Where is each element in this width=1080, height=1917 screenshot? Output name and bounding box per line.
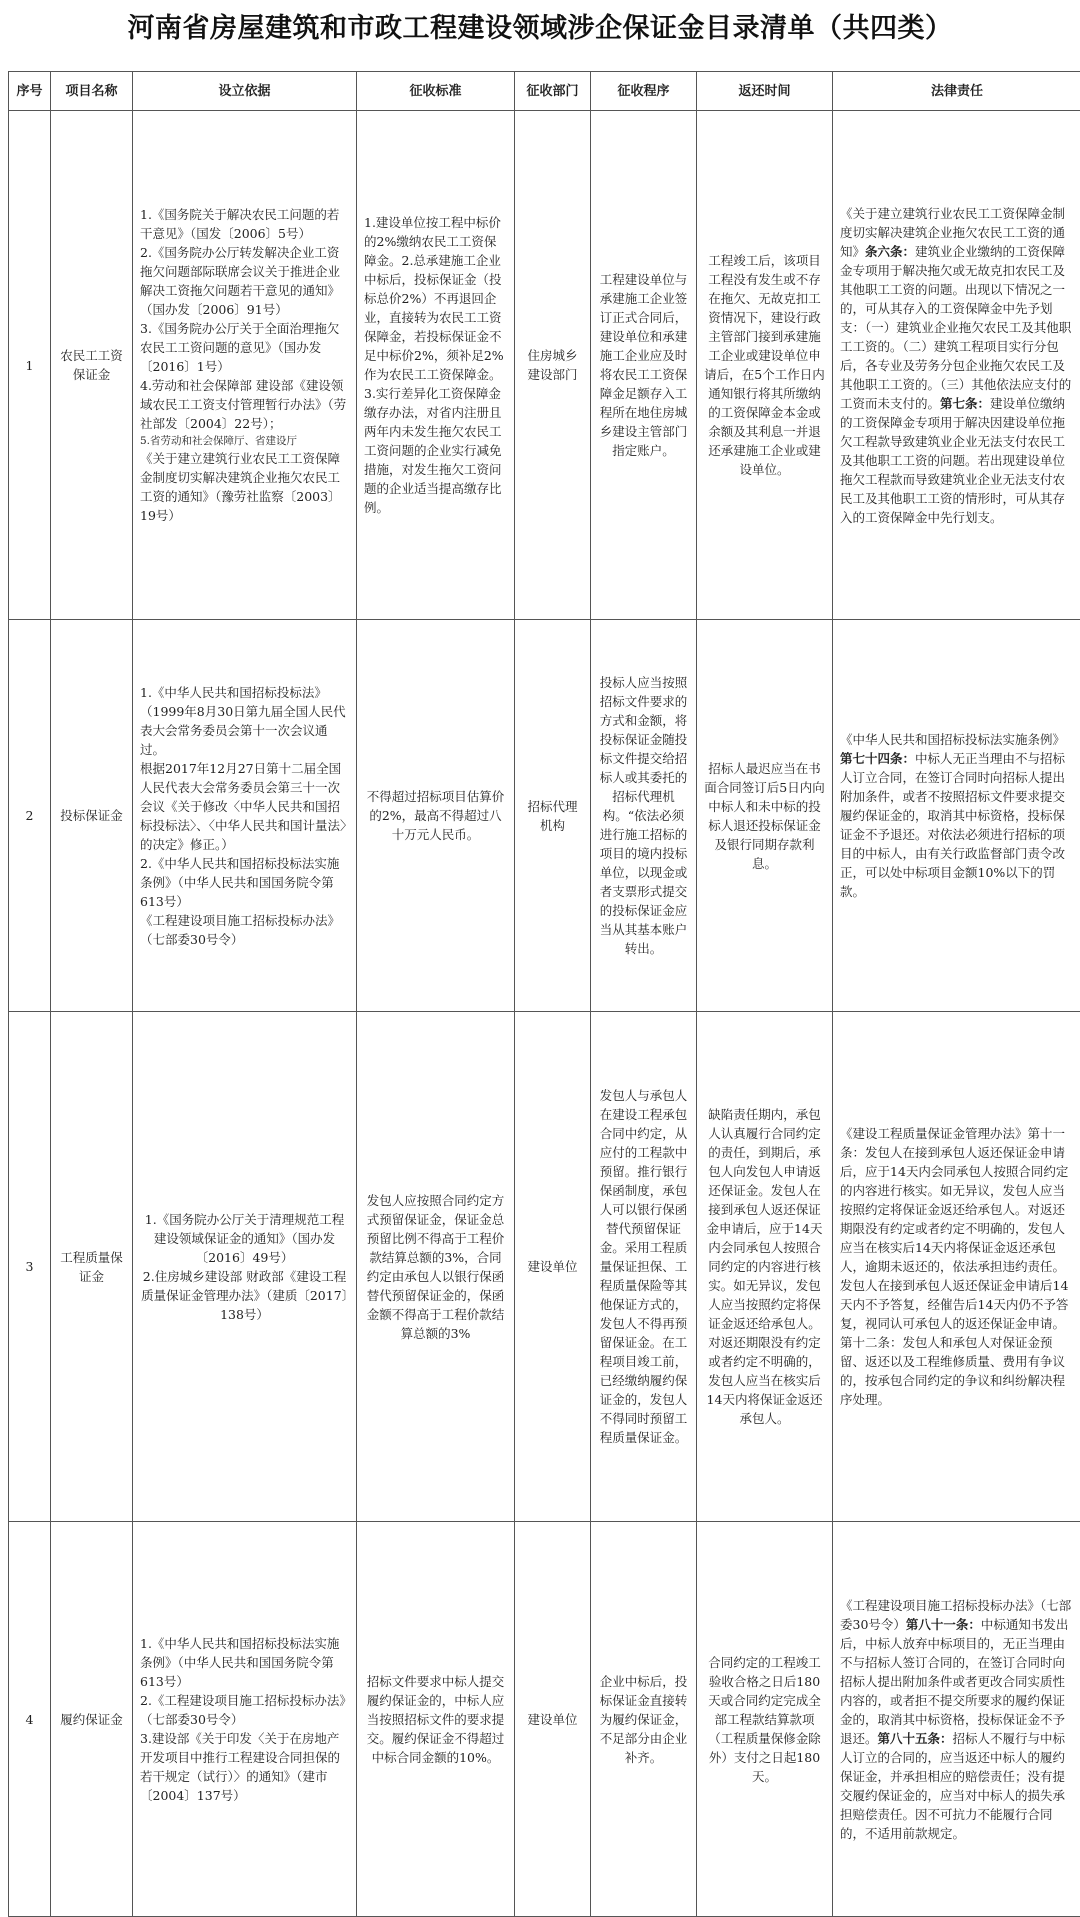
cell-basis: [133, 620, 357, 1012]
table-row: [9, 620, 1080, 1012]
cell-return: 缺陷责任期内，承包人认真履行合同约定的责任，到期后，承包人向发包人申请返还保证金。发包人在接到承包人返还保证金申请后，应于14天内会同承包人按照合同约定的内容进行核实。如无异议，发包人应当按照约定将保证金返还给承包人。对返还期限没有约定或者约定不明确的，发包人应当在核实后14天内将保证金返还承包人。: [697, 1012, 833, 1522]
cell-no: 2: [9, 620, 51, 1012]
cell-name: 工程质量保证金: [51, 1012, 133, 1522]
cell-dept: 住房城乡建设部门: [515, 111, 591, 620]
basis-line: 2.住房城乡建设部 财政部《建设工程质量保证金管理办法》（建质〔2017〕138号）: [141, 1268, 348, 1322]
basis-line: 根据2017年12月27日第十二届全国人民代表大会常务委员会第三十一次会议《关于修改〈中华人民共和国招标投标法〉、〈中华人民共和国计量法〉的决定》修正。）: [140, 760, 347, 852]
basis-line: 2.《工程建设项目施工招标投标办法》（七部委30号令）: [140, 1692, 346, 1727]
cell-standard: 发包人应按照合同约定方式预留保证金，保证金总预留比例不得高于工程价款结算总额的3%，合同约定由承包人以银行保函替代预留保证金的，保函金额不得高于工程价款结算总额的3%: [357, 1012, 515, 1522]
cell-basis: [133, 1012, 357, 1522]
cell-no: 1: [9, 111, 51, 620]
cell-dept: 建设单位: [515, 1012, 591, 1522]
cell-standard: 不得超过招标项目估算价的2%，最高不得超过八十万元人民币。: [357, 620, 515, 1012]
basis-line: 1.《国务院办公厅关于清理规范工程建设领域保证金的通知》（国办发〔2016〕49号）: [144, 1211, 345, 1265]
cell-no: 3: [9, 1012, 51, 1522]
cell-procedure: 投标人应当按照招标文件要求的方式和金额，将投标保证金随投标文件提交给招标人或其委托的招标代理机构。“依法必须进行施工招标的项目的境内投标单位，以现金或者支票形式提交的投标保证金应当从其基本账户转出。: [591, 620, 697, 1012]
header-return: 返还时间: [697, 72, 833, 111]
basis-line: 5.省劳动和社会保障厅、省建设厅: [140, 435, 298, 447]
header-standard: 征收标准: [357, 72, 515, 111]
cell-liability: 《中华人民共和国招标投标法实施条例》第七十四条：中标人无正当理由不与招标人订立合同，在签订合同时向招标人提出附加条件，或者不按照招标文件要求提交履约保证金的，取消其中标资格，投标保证金不予退还。对依法必须进行招标的项目的中标人，由有关行政监督部门责令改正，可以处中标项目金额10%以下的罚款。: [833, 620, 1080, 1012]
cell-return: 招标人最迟应当在书面合同签订后5日内向中标人和未中标的投标人退还投标保证金及银行同期存款利息。: [697, 620, 833, 1012]
table-row: [9, 1012, 1080, 1522]
basis-line: 4.劳动和社会保障部 建设部《建设领域农民工工资支付管理暂行办法》（劳社部发〔2004〕22号）；: [140, 378, 347, 431]
cell-liability: 《建设工程质量保证金管理办法》第十一条：发包人在接到承包人返还保证金申请后，应于14天内会同承包人按照合同约定的内容进行核实。如无异议，发包人应当按照约定将保证金返还给承包人。对返还期限没有约定或者约定不明确的，发包人应当在核实后14天内将保证金返还承包人，逾期未返还的，依法承担违约责任。发包人在接到承包人返还保证金申请后14天内不予答复，经催告后14天内仍不予答复，视同认可承包人的返还保证金申请。第十二条：发包人和承包人对保证金预留、返还以及工程维修质量、费用有争议的，按承包合同约定的争议和纠纷解决程序处理。: [833, 1012, 1080, 1522]
cell-return: 工程竣工后，该项目工程没有发生或不存在拖欠、无故克扣工资情况下，建设行政主管部门接到承建施工企业或建设单位申请后，在5个工作日内通知银行将其所缴纳的工资保障金本金或余额及其利息一并退还承建施工企业或建设单位。: [697, 111, 833, 620]
header-procedure: 征收程序: [591, 72, 697, 111]
cell-standard: 招标文件要求中标人提交履约保证金的，中标人应当按照招标文件的要求提交。履约保证金不得超过中标合同金额的10%。: [357, 1522, 515, 1917]
basis-line: 2.《国务院办公厅转发解决企业工资拖欠问题部际联席会议关于推进企业解决工资拖欠问题若干意见的通知》（国办发〔2006〕91号）: [140, 245, 341, 317]
cell-procedure: 企业中标后，投标保证金直接转为履约保证金，不足部分由企业补齐。: [591, 1522, 697, 1917]
cell-name: 农民工工资保证金: [51, 111, 133, 620]
table-row: [9, 1522, 1080, 1917]
cell-procedure: 发包人与承包人在建设工程承包合同中约定，从应付的工程款中预留。推行银行保函制度，承包人可以银行保函替代预留保证金。采用工程质量保证担保、工程质量保险等其他保证方式的，发包人不得再预留保证金。在工程项目竣工前，已经缴纳履约保证金的，发包人不得同时预留工程质量保证金。: [591, 1012, 697, 1522]
table-row: [9, 111, 1080, 620]
header-name: 项目名称: [51, 72, 133, 111]
basis-line: 3.《国务院办公厅关于全面治理拖欠农民工工资问题的意见》（国办发〔2016〕1号）: [140, 321, 340, 374]
cell-no: 4: [9, 1522, 51, 1917]
page-title: 河南省房屋建筑和市政工程建设领域涉企保证金目录清单（共四类）: [127, 13, 953, 44]
cell-basis: [133, 111, 357, 620]
table-header-row: [9, 72, 1080, 111]
basis-line: 3.建设部《关于印发〈关于在房地产开发项目中推行工程建设合同担保的若干规定（试行）〉的通知》（建市〔2004〕137号）: [140, 1730, 341, 1803]
cell-standard: 1.建设单位按工程中标价的2%缴纳农民工工资保障金。2.总承建施工企业中标后，投标保证金（投标总价2%）不再退回企业，直接转为农民工工资保障金，若投标保证金不足中标价2%，须补足2%作为农民工工资保障金。3.实行差异化工资保障金缴存办法，对省内注册且两年内未发生拖欠农民工工资问题的企业实行减免措施，对发生拖欠工资问题的企业适当提高缴存比例。: [357, 111, 515, 620]
basis-line: 1.《国务院关于解决农民工问题的若干意见》（国发〔2006〕5号）: [140, 207, 340, 241]
cell-dept: 建设单位: [515, 1522, 591, 1917]
basis-line: 《工程建设项目施工招标投标办法》（七部委30号令）: [140, 912, 341, 947]
cell-procedure: 工程建设单位与承建施工企业签订正式合同后，建设单位和承建施工企业应及时将农民工工资保障金足额存入工程所在地住房城乡建设主管部门指定账户。: [591, 111, 697, 620]
header-basis: 设立依据: [133, 72, 357, 111]
basis-line: 《关于建立建筑行业农民工工资保障金制度切实解决建筑企业拖欠农民工工资的通知》（豫劳社监察〔2003〕19号）: [140, 451, 341, 523]
cell-return: 合同约定的工程竣工验收合格之日后180天或合同约定完成全部工程款结算款项（工程质量保修金除外）支付之日起180天。: [697, 1522, 833, 1917]
cell-dept: 招标代理机构: [515, 620, 591, 1012]
header-dept: 征收部门: [515, 72, 591, 111]
cell-name: 履约保证金: [51, 1522, 133, 1917]
basis-line: 1.《中华人民共和国招标投标法实施条例》（中华人民共和国国务院令第613号）: [140, 1635, 340, 1689]
header-liability: 法律责任: [833, 72, 1080, 111]
cell-liability: 《工程建设项目施工招标投标办法》（七部委30号令）第八十一条：中标通知书发出后，中标人放弃中标项目的，无正当理由不与招标人签订合同的，在签订合同时向招标人提出附加条件或者更改合同实质性内容的，或者拒不提交所要求的履约保证金的，取消其中标资格，投标保证金不予退还。第八十五条：招标人不履行与中标人订立的合同的，应当返还中标人的履约保证金，并承担相应的赔偿责任；没有提交履约保证金的，应当对中标人的损失承担赔偿责任。因不可抗力不能履行合同的，不适用前款规定。: [833, 1522, 1080, 1917]
basis-line: 1.《中华人民共和国招标投标法》（1999年8月30日第九届全国人民代表大会常务委员会第十一次会议通过。: [140, 684, 346, 757]
cell-name: 投标保证金: [51, 620, 133, 1012]
basis-line: 2.《中华人民共和国招标投标法实施条例》（中华人民共和国国务院令第613号）: [140, 855, 340, 909]
header-no: 序号: [9, 72, 51, 111]
cell-liability: 《关于建立建筑行业农民工工资保障金制度切实解决建筑企业拖欠农民工工资的通知》条六条：建筑业企业缴纳的工资保障金专项用于解决拖欠或无故克扣农民工及其他职工工资的问题。出现以下情况之一的，可从其存入的工资保障金中先予划支：（一）建筑业企业拖欠农民工及其他职工工资的。（二）建筑工程项目实行分包后，各专业及劳务分包企业拖欠农民工及其他职工工资的。（三）其他依法应支付的工资而未支付的。第七条：建设单位缴纳的工资保障金专项用于解决因建设单位拖欠工程款导致建筑业企业无法支付农民工及其他职工工资的问题。若出现建设单位拖欠工程款而导致建筑业企业无法支付农民工及其他职工工资的情形时，可从其存入的工资保障金中先行划支。: [833, 111, 1080, 620]
guarantee-table: [8, 71, 1080, 1917]
cell-basis: [133, 1522, 357, 1917]
